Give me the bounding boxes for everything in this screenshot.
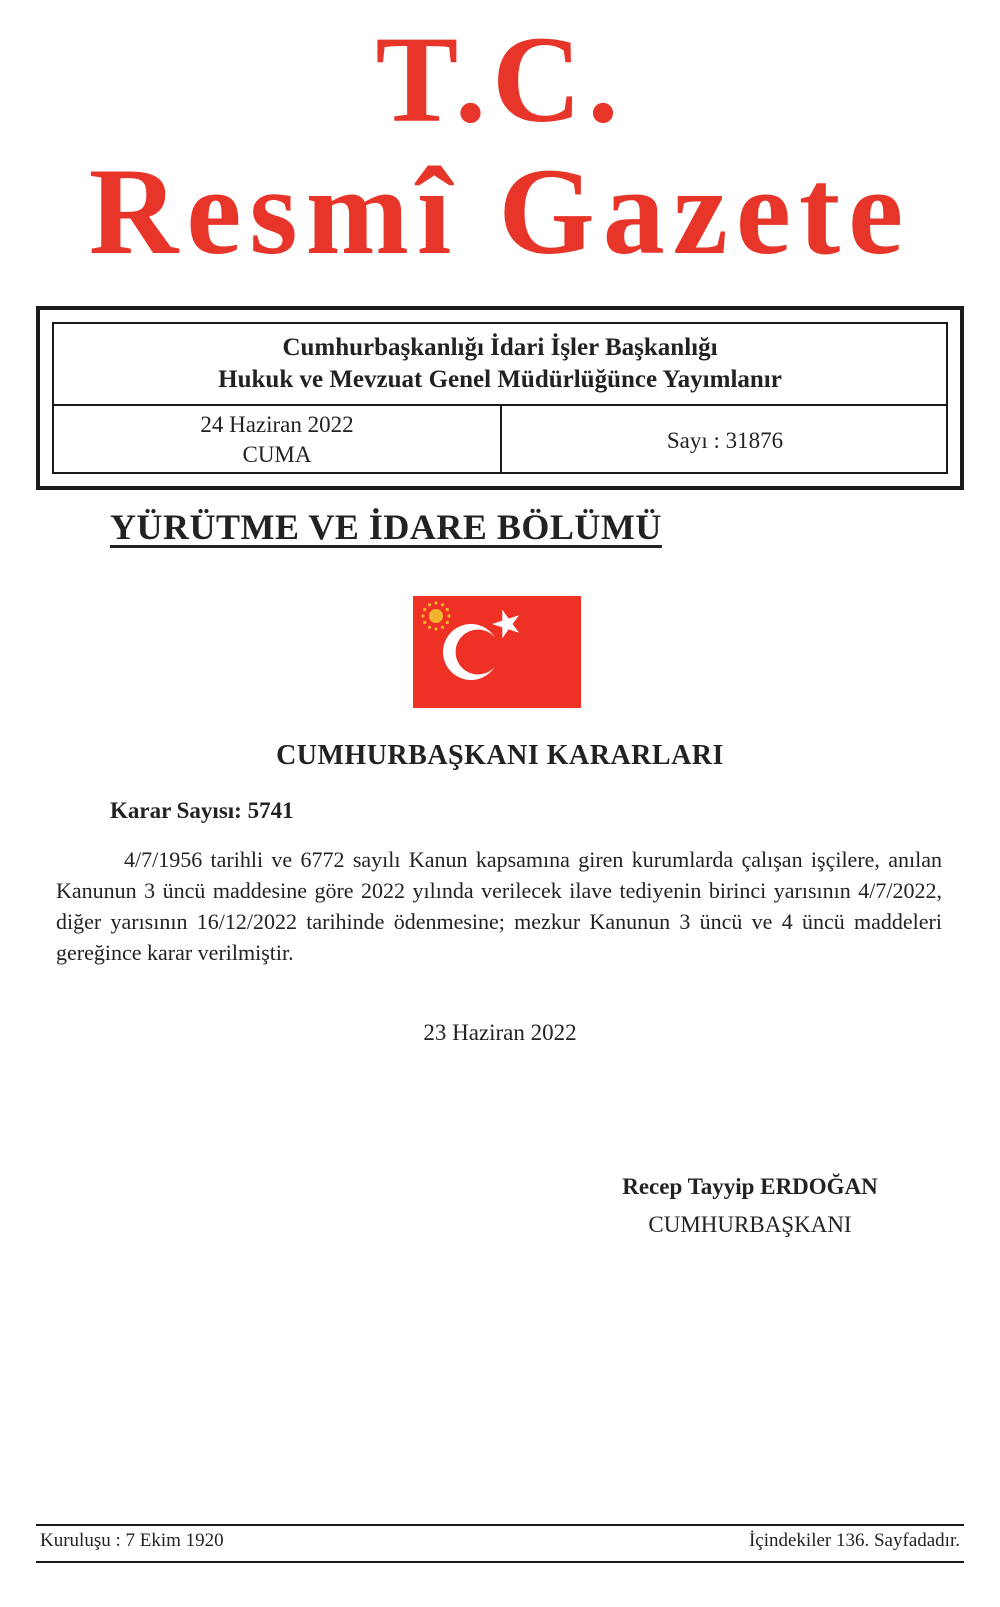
publisher-line-1: Cumhurbaşkanlığı İdari İşler Başkanlığı [282,334,718,361]
decree-body-text: 4/7/1956 tarihli ve 6772 sayılı Kanun kapsamına giren kurumlarda çalışan işçilere, anılan Kanunun 3 üncü maddesine göre 2022 yılında verilecek ilave tediyenin birinci yarısının 4/7/2022, diğer yarısının 16/12/2022 tarihinde ödenmesine; mezkur Kanunun 3 üncü ve 4 üncü maddeleri gereğince karar verilmiştir. [56,847,942,965]
signer-name: Recep Tayyip ERDOĞAN [622,1174,878,1199]
footer-divider-top [36,1524,964,1526]
masthead-title: Resmî Gazete [88,143,912,280]
decree-body [56,844,942,968]
footer-founded: Kuruluşu : 7 Ekim 1920 [40,1530,224,1551]
section-heading: YÜRÜTME VE İDARE BÖLÜMÜ [110,507,662,547]
decree-number: Karar Sayısı: 5741 [110,798,294,823]
publisher [54,324,946,406]
decree-heading: CUMHURBAŞKANI KARARLARI [276,740,724,771]
date-cell [54,406,502,472]
header-box [36,306,964,490]
signer-title: CUMHURBAŞKANI [648,1212,852,1237]
header-inner [52,322,948,474]
footer-contents: İçindekiler 136. Sayfadadır. [748,1530,960,1551]
presidential-flag-icon [413,596,581,708]
footer-divider-bottom [36,1561,964,1563]
publisher-line-2: Hukuk ve Mevzuat Genel Müdürlüğünce Yayımlanır [218,366,782,393]
decree-date: 23 Haziran 2022 [423,1020,577,1045]
issue-weekday: CUMA [242,442,312,467]
issue-number: Sayı : 31876 [666,428,784,453]
masthead-tc: T.C. [375,11,625,148]
issue-date: 24 Haziran 2022 [200,412,354,437]
